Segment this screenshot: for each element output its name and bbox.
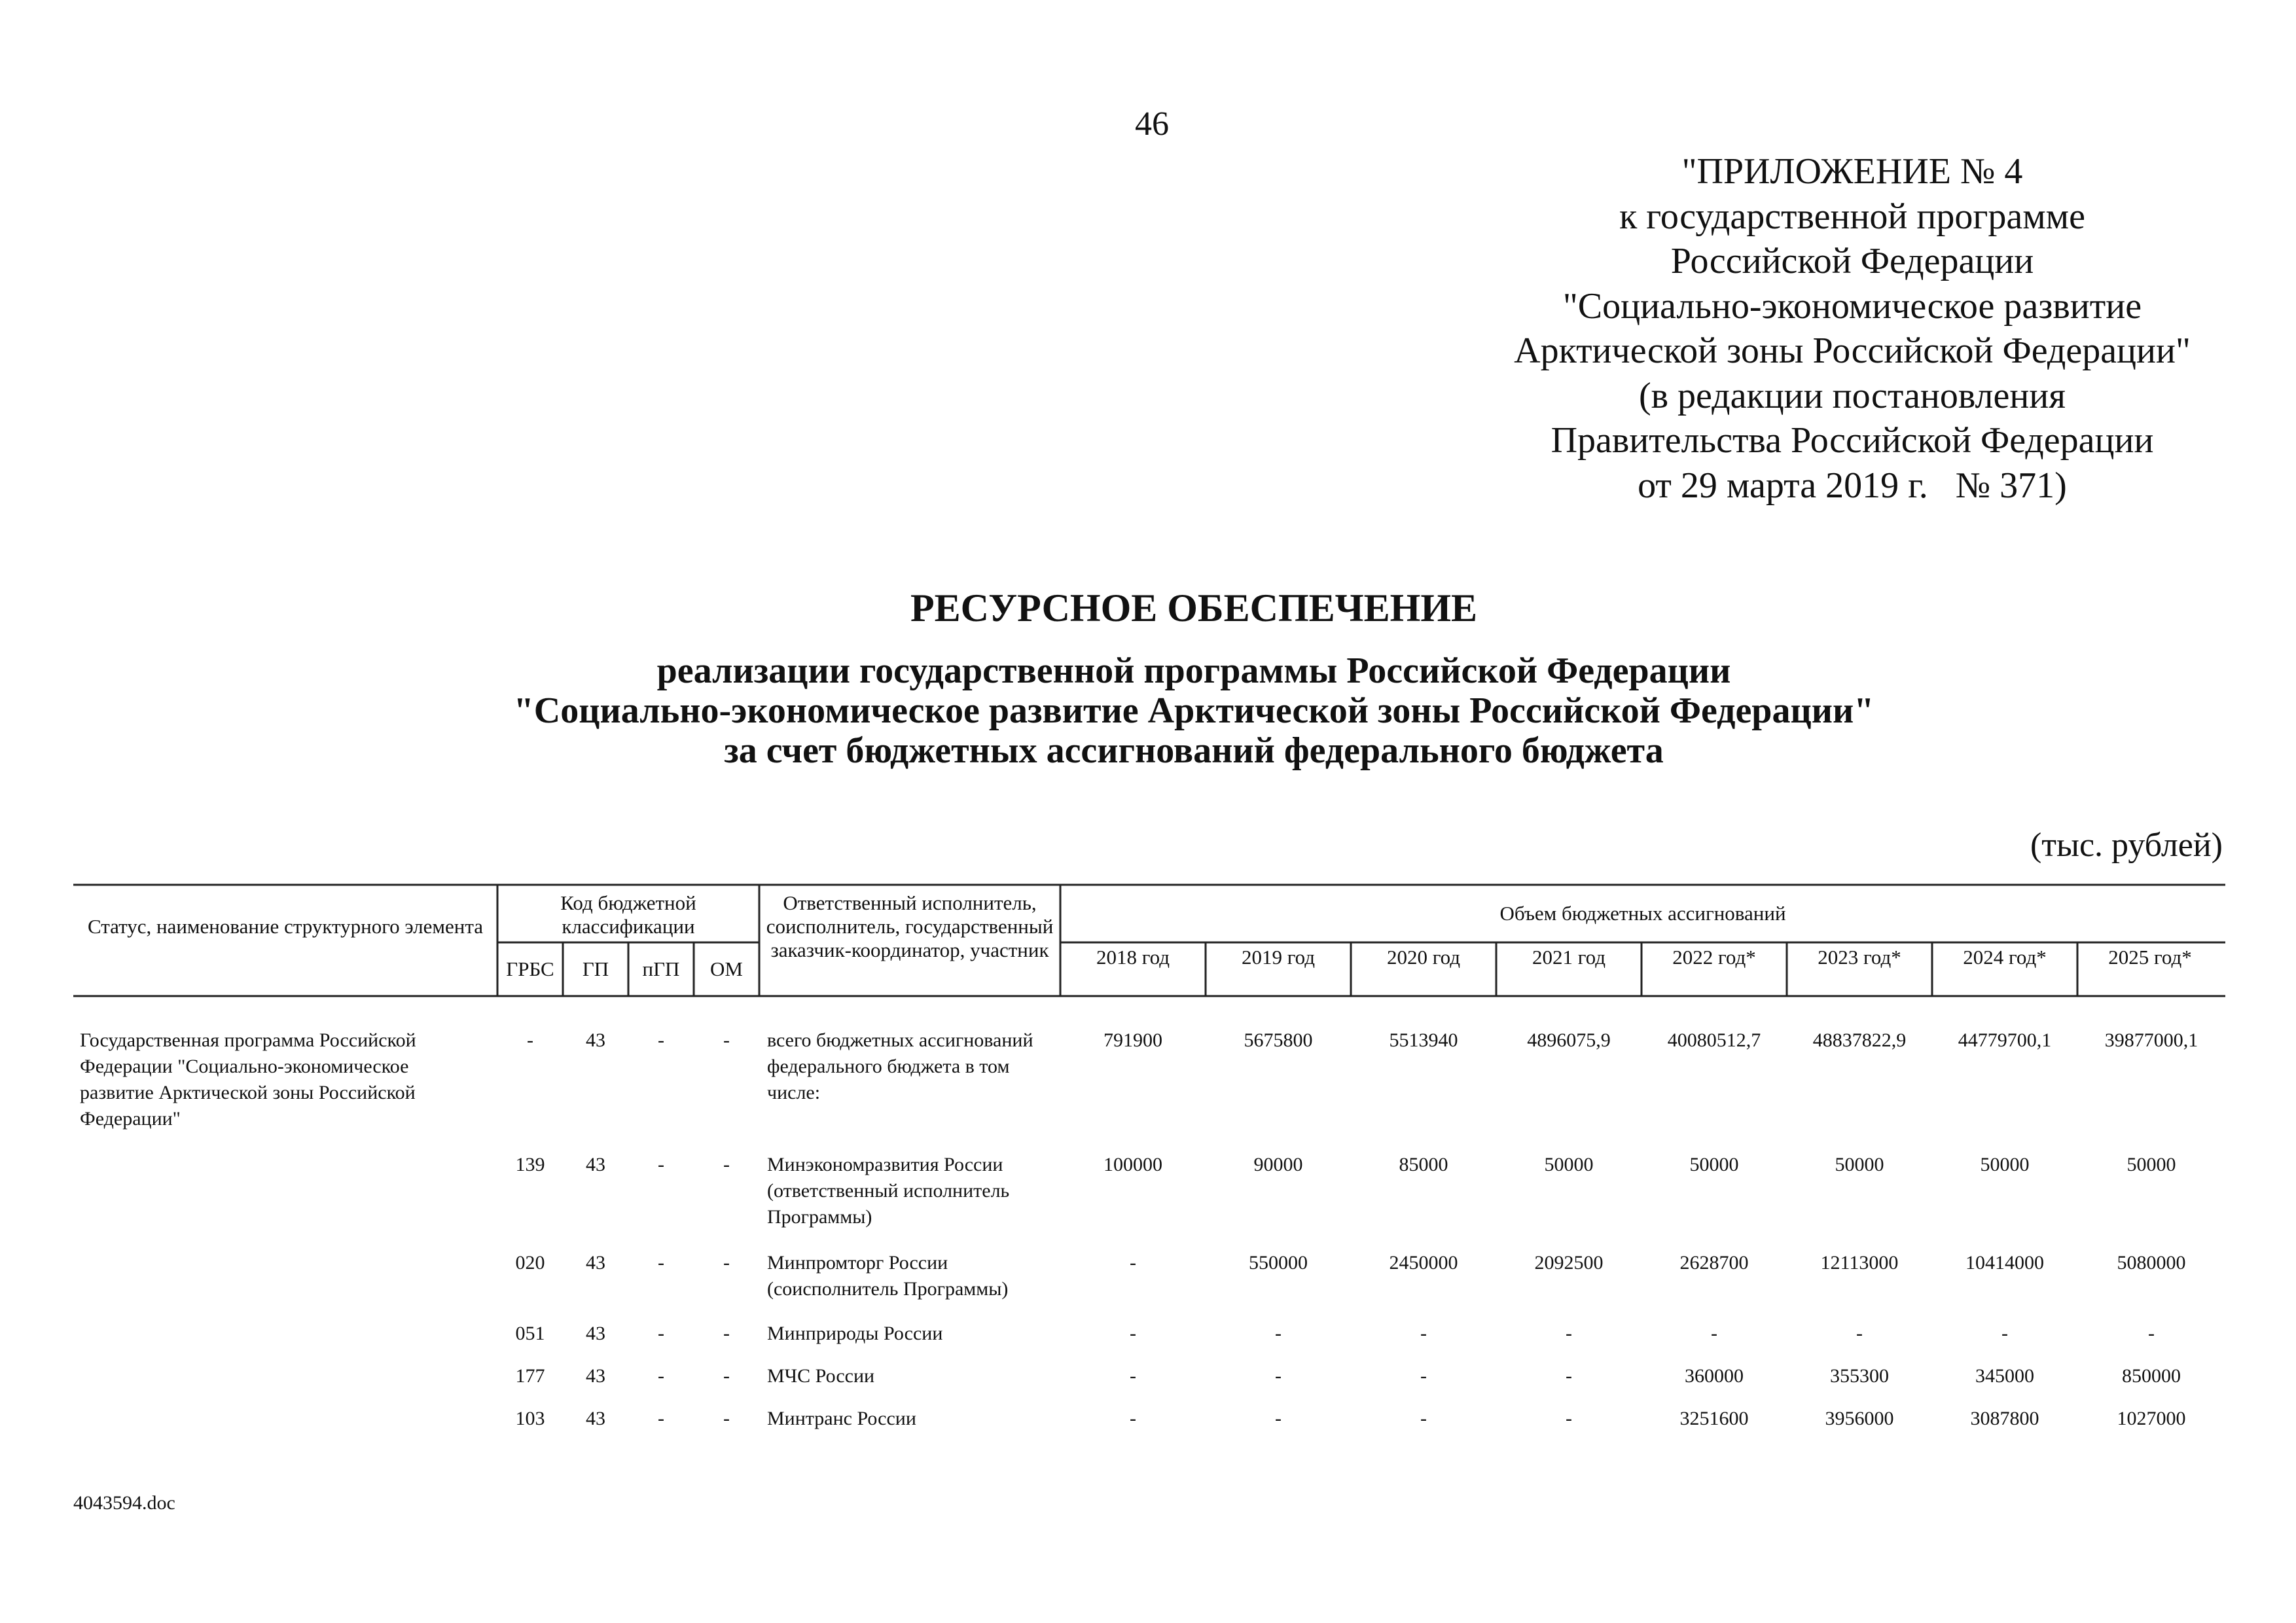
cell-pgp: - [658, 1154, 664, 1175]
cell-value: - [1856, 1323, 1863, 1344]
cell-grbs: 103 [515, 1408, 545, 1429]
header-year: 2023 год* [1818, 946, 1901, 969]
cell-value: 5513940 [1389, 1029, 1458, 1051]
cell-value: 48837822,9 [1812, 1029, 1907, 1051]
appendix-line: Правительства Российской Федерации [1551, 420, 2154, 461]
cell-om: - [723, 1029, 730, 1051]
cell-pgp: - [658, 1408, 664, 1429]
header-grbs: ГРБС [506, 957, 554, 980]
cell-value: - [1566, 1408, 1572, 1429]
cell-value: 550000 [1249, 1252, 1308, 1274]
cell-pgp: - [658, 1365, 664, 1387]
cell-value: 360000 [1685, 1365, 1744, 1387]
cell-value: 3087800 [1970, 1408, 2039, 1429]
header-year: 2025 год* [2108, 946, 2192, 969]
header-gp: ГП [582, 957, 609, 980]
cell-value: - [1275, 1365, 1282, 1387]
header-code-group: Код бюджетной классификации [560, 891, 696, 938]
header-om: ОМ [710, 957, 743, 980]
cell-value: 2092500 [1534, 1252, 1604, 1274]
appendix-line: "Социально-экономическое развитие [1562, 285, 2142, 327]
cell-value: 40080512,7 [1667, 1029, 1761, 1051]
cell-gp: 43 [586, 1252, 605, 1274]
cell-value: 50000 [1835, 1154, 1884, 1175]
cell-pgp: - [658, 1029, 664, 1051]
cell-value: - [1130, 1365, 1136, 1387]
subtitle-line: "Социально-экономическое развитие Арктической зоны Российской Федерации" [513, 690, 1874, 731]
subtitle-line: за счет бюджетных ассигнований федерального бюджета [724, 730, 1664, 771]
cell-value: - [1420, 1365, 1427, 1387]
units-label: (тыс. рублей) [2030, 827, 2223, 864]
cell-executor: Минприроды России [767, 1323, 943, 1344]
cell-executor: всего бюджетных ассигнований федерального бюджета в том числе: [767, 1029, 1033, 1103]
cell-value: 850000 [2122, 1365, 2181, 1387]
cell-value: - [1420, 1323, 1427, 1344]
cell-value: 345000 [1975, 1365, 2034, 1387]
cell-value: 50000 [1689, 1154, 1739, 1175]
cell-om: - [723, 1408, 730, 1429]
cell-om: - [723, 1365, 730, 1387]
cell-value: 791900 [1103, 1029, 1162, 1051]
cell-grbs: 020 [515, 1252, 545, 1274]
header-volume-group: Объем бюджетных ассигнований [1499, 902, 1786, 925]
cell-executor: МЧС России [767, 1365, 875, 1387]
cell-value: - [1711, 1323, 1717, 1344]
appendix-line: к государственной программе [1619, 196, 2085, 237]
cell-value: 1027000 [2117, 1408, 2186, 1429]
header-year: 2022 год* [1672, 946, 1756, 969]
header-year: 2024 год* [1963, 946, 2047, 969]
cell-value: 3956000 [1825, 1408, 1894, 1429]
cell-value: - [1130, 1408, 1136, 1429]
cell-gp: 43 [586, 1365, 605, 1387]
footer-filename: 4043594.doc [73, 1492, 175, 1514]
cell-om: - [723, 1154, 730, 1175]
cell-value: - [1420, 1408, 1427, 1429]
appendix-line: (в редакции постановления [1638, 375, 2066, 416]
header-year: 2018 год [1096, 946, 1170, 969]
cell-om: - [723, 1252, 730, 1274]
cell-value: 2628700 [1679, 1252, 1749, 1274]
header-status: Статус, наименование структурного элемента [87, 915, 484, 938]
row-status: Государственная программа Российской Федерации "Социально-экономическое развитие Арктической зоны Российской Федерации" [80, 1029, 416, 1130]
cell-value: 3251600 [1679, 1408, 1749, 1429]
cell-grbs: 177 [515, 1365, 545, 1387]
cell-grbs: 051 [515, 1323, 545, 1344]
cell-gp: 43 [586, 1408, 605, 1429]
cell-value: - [1130, 1323, 1136, 1344]
cell-value: - [2148, 1323, 2155, 1344]
cell-value: - [2001, 1323, 2008, 1344]
cell-value: 39877000,1 [2104, 1029, 2198, 1051]
appendix-line: Арктической зоны Российской Федерации" [1514, 330, 2191, 371]
cell-value: - [1566, 1365, 1572, 1387]
document-title: РЕСУРСНОЕ ОБЕСПЕЧЕНИЕ [910, 586, 1478, 630]
header-year: 2021 год [1532, 946, 1606, 969]
cell-gp: 43 [586, 1154, 605, 1175]
cell-executor: Минэкономразвития России (ответственный исполнитель Программы) [767, 1154, 1010, 1228]
cell-value: 85000 [1399, 1154, 1448, 1175]
cell-value: 50000 [1980, 1154, 2030, 1175]
cell-executor: Минпромторг России (соисполнитель Программы) [767, 1252, 1009, 1300]
cell-value: 5080000 [2117, 1252, 2186, 1274]
cell-pgp: - [658, 1252, 664, 1274]
cell-value: - [1130, 1252, 1136, 1274]
cell-value: 2450000 [1389, 1252, 1458, 1274]
cell-om: - [723, 1323, 730, 1344]
cell-value: 44779700,1 [1958, 1029, 2052, 1051]
cell-gp: 43 [586, 1029, 605, 1051]
cell-value: - [1275, 1408, 1282, 1429]
subtitle-line: реализации государственной программы Российской Федерации [656, 651, 1731, 691]
cell-gp: 43 [586, 1323, 605, 1344]
cell-grbs: - [527, 1029, 533, 1051]
appendix-line: от 29 марта 2019 г. № 371) [1638, 465, 2067, 506]
cell-value: 355300 [1830, 1365, 1889, 1387]
cell-pgp: - [658, 1323, 664, 1344]
appendix-line: Российской Федерации [1670, 241, 2034, 281]
header-executor: Ответственный исполнитель, соисполнитель, государственный заказчик-координатор, участник [766, 891, 1054, 961]
appendix-line: "ПРИЛОЖЕНИЕ № 4 [1681, 151, 2023, 192]
cell-value: - [1275, 1323, 1282, 1344]
cell-value: 90000 [1253, 1154, 1303, 1175]
cell-value: 50000 [2126, 1154, 2176, 1175]
header-pgp: пГП [642, 957, 680, 980]
cell-grbs: 139 [515, 1154, 545, 1175]
cell-value: - [1566, 1323, 1572, 1344]
cell-value: 100000 [1103, 1154, 1162, 1175]
header-year: 2019 год [1241, 946, 1316, 969]
cell-executor: Минтранс России [767, 1408, 916, 1429]
page-number: 46 [1135, 105, 1169, 143]
cell-value: 4896075,9 [1527, 1029, 1611, 1051]
cell-value: 10414000 [1965, 1252, 2044, 1274]
cell-value: 50000 [1544, 1154, 1594, 1175]
cell-value: 5675800 [1244, 1029, 1313, 1051]
header-year: 2020 год [1386, 946, 1461, 969]
cell-value: 12113000 [1820, 1252, 1899, 1274]
